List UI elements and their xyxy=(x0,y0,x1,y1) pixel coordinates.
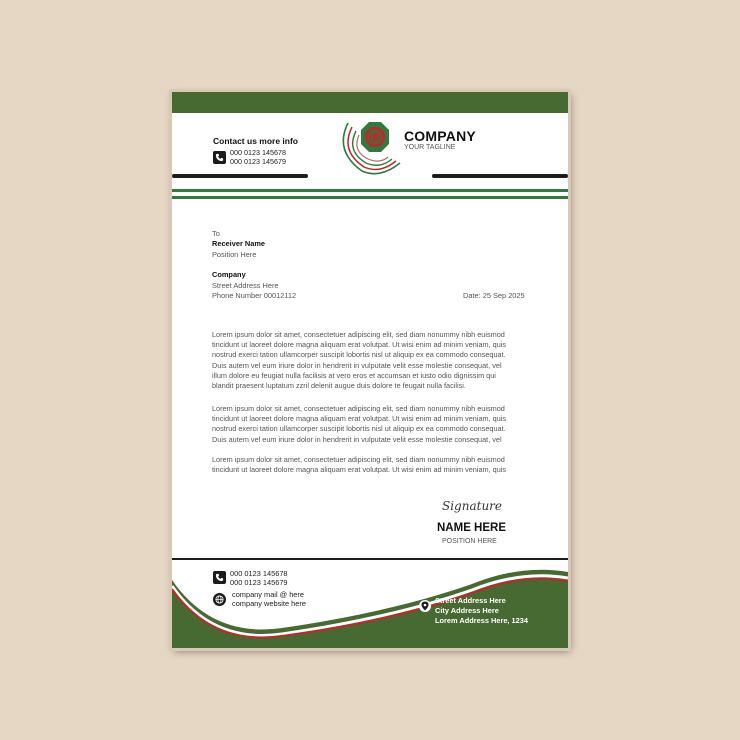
footer-phone-2: 000 0123 145679 xyxy=(230,578,288,587)
body-line: Lorem ipsum dolor sit amet, consectetuer adipiscing elit, sed diam nonummy nibh euismod xyxy=(212,330,505,339)
body-line: Duis autem vel eum iriure dolor in hendrerit in vulputate velit esse molestie consequat, vel xyxy=(212,360,502,370)
recipient-phone: Phone Number 00012112 xyxy=(212,291,297,300)
body-line: tincidunt ut laoreet dolore magna aliquam erat volutpat. Ut wisi enim ad minim veniam, quis xyxy=(212,340,507,350)
footer-address xyxy=(435,596,528,626)
green-rule-2 xyxy=(172,196,568,199)
phone-icon xyxy=(213,151,226,164)
body-line: tincidunt ut laoreet dolore magna aliquam erat volutpat. Ut wisi enim ad minim veniam, quis xyxy=(212,465,507,475)
footer-phone-icon xyxy=(213,571,226,584)
header-rule-left xyxy=(172,174,308,178)
location-pin-icon xyxy=(419,600,431,612)
header-phone-2: 000 0123 145679 xyxy=(230,157,286,166)
body-line: illum dolore eu feugiat nulla facilisis at vero eros et accumsan et iusto odio dignissim qui xyxy=(212,370,496,380)
body-line: tincidunt ut laoreet dolore magna aliquam erat volutpat. Ut wisi enim ad minim veniam, quis xyxy=(212,414,507,424)
footer-website: company website here xyxy=(232,599,306,608)
body-paragraph-1 xyxy=(212,330,528,391)
to-label: To xyxy=(212,229,220,238)
body-paragraph-3 xyxy=(212,455,528,475)
signatory-position: POSITION HERE xyxy=(442,538,497,545)
contact-title: Contact us more info xyxy=(213,136,299,146)
body-line: blandit praesent luptatum zzril delenit augue duis dolore te feugait nulla facilisi. xyxy=(212,381,466,391)
header-phones xyxy=(230,148,286,166)
header-phone-1: 000 0123 145678 xyxy=(230,148,286,157)
letterhead-page xyxy=(172,92,568,648)
company-name: COMPANY xyxy=(404,128,476,144)
company-tagline: YOUR TAGLINE xyxy=(404,144,456,151)
signature-script: Signature xyxy=(442,499,503,513)
header-rule-right xyxy=(432,174,568,178)
footer-web-contacts xyxy=(232,590,306,608)
top-green-band xyxy=(172,92,568,113)
footer-phones xyxy=(230,569,288,587)
green-rule-1 xyxy=(172,189,568,192)
body-line: Lorem ipsum dolor sit amet, consectetuer adipiscing elit, sed diam nonummy nibh euismod xyxy=(212,404,505,413)
globe-icon xyxy=(213,593,226,606)
body-line: Lorem ipsum dolor sit amet, consectetuer adipiscing elit, sed diam nonummy nibh euismod xyxy=(212,455,505,464)
address-line-1: Street Address Here xyxy=(435,596,506,605)
recipient-street: Street Address Here xyxy=(212,281,279,290)
body-line: nostrud exerci tation ullamcorper suscipit lobortis nisl ut aliquip ex ea commodo consequat. xyxy=(212,424,506,434)
receiver-name: Receiver Name xyxy=(212,239,266,248)
recipient-company: Company xyxy=(212,270,246,279)
letter-date: Date: 25 Sep 2025 xyxy=(463,291,525,300)
receiver-position: Position Here xyxy=(212,250,257,259)
address-line-2: City Address Here xyxy=(435,606,499,615)
signatory-name: NAME HERE xyxy=(437,522,507,534)
body-line: Duis autem vel eum iriure dolor in hendrerit in vulputate velit esse molestie consequat, vel xyxy=(212,434,502,444)
body-paragraph-2 xyxy=(212,404,528,445)
company-logo xyxy=(336,117,406,179)
address-line-3: Lorem Address Here, 1234 xyxy=(435,616,528,625)
body-line: nostrud exerci tation ullamcorper suscipit lobortis nisl ut aliquip ex ea commodo consequat. xyxy=(212,350,506,360)
footer-email: company mail @ here xyxy=(232,590,304,599)
footer-phone-1: 000 0123 145678 xyxy=(230,569,288,578)
